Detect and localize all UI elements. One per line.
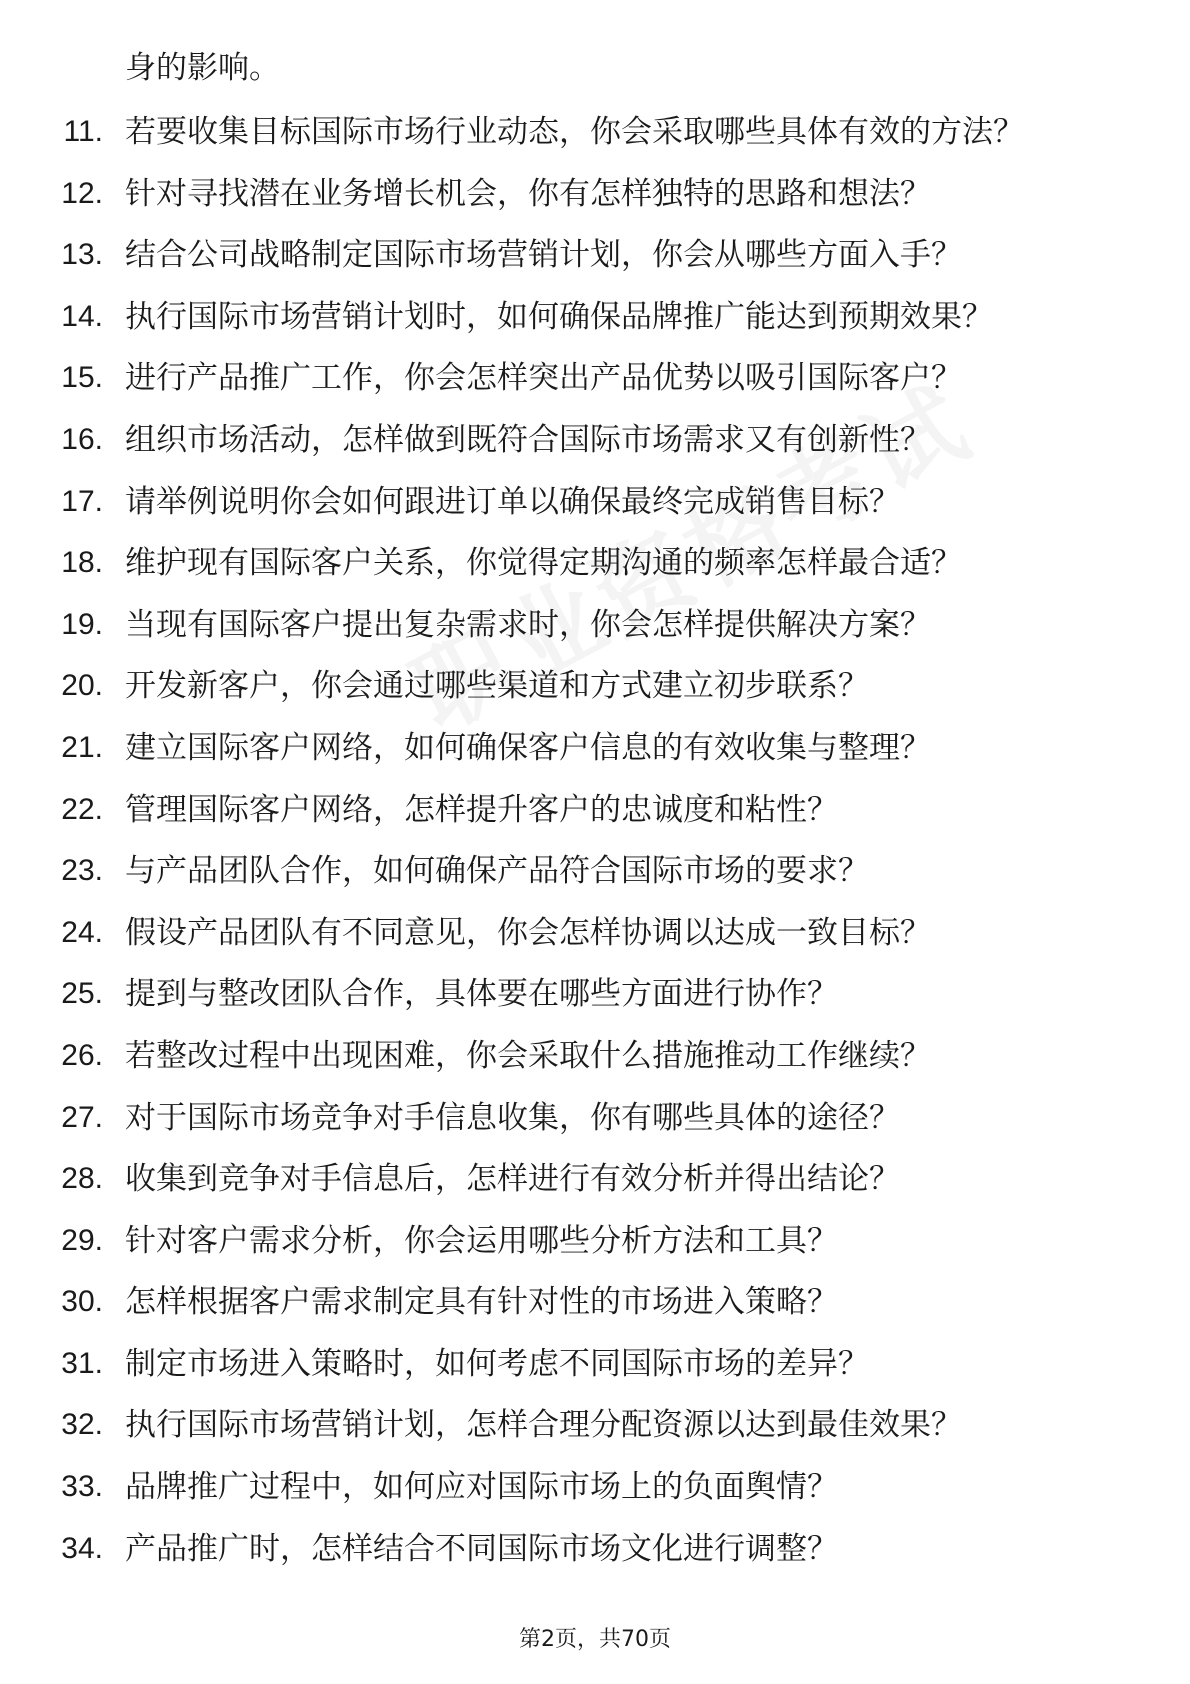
list-item [0,728,1190,768]
list-item [0,420,1190,460]
list-item [0,851,1190,891]
question-text: 提到与整改团队合作，具体要在哪些方面进行协作？ [125,976,838,1013]
list-item [0,1036,1190,1076]
question-number: 13. [61,238,103,272]
question-list [0,112,1190,1590]
question-number: 25. [61,977,103,1011]
question-text: 假设产品团队有不同意见，你会怎样协调以达成一致目标？ [125,914,931,951]
question-text: 品牌推广过程中，如何应对国际市场上的负面舆情？ [125,1469,838,1506]
question-number: 15. [61,361,103,395]
question-number: 27. [61,1100,103,1134]
question-number: 31. [61,1346,103,1380]
question-number: 18. [61,546,103,580]
question-number: 26. [61,1038,103,1072]
question-text: 收集到竞争对手信息后，怎样进行有效分析并得出结论？ [125,1161,900,1198]
list-item [0,358,1190,398]
question-number: 14. [61,299,103,333]
list-item [0,913,1190,953]
list-item [0,174,1190,214]
question-number: 23. [61,854,103,888]
list-item [0,1282,1190,1322]
question-number: 24. [61,915,103,949]
question-text: 组织市场活动，怎样做到既符合国际市场需求又有创新性？ [125,421,931,458]
question-text: 对于国际市场竞争对手信息收集，你有哪些具体的途径？ [125,1099,900,1136]
question-text: 若整改过程中出现困难，你会采取什么措施推动工作继续？ [125,1037,931,1074]
page-footer: 第2页，共70页 [519,1627,671,1652]
question-text: 针对寻找潜在业务增长机会，你有怎样独特的思路和想法？ [125,175,931,212]
question-number: 34. [61,1531,103,1565]
question-text: 进行产品推广工作，你会怎样突出产品优势以吸引国际客户？ [125,360,962,397]
list-item [0,1221,1190,1261]
question-number: 17. [61,484,103,518]
question-number: 29. [61,1223,103,1257]
list-item [0,543,1190,583]
list-item [0,112,1190,152]
list-item [0,1344,1190,1384]
question-text: 请举例说明你会如何跟进订单以确保最终完成销售目标？ [125,483,900,520]
question-number: 19. [61,607,103,641]
list-item [0,666,1190,706]
question-number: 20. [61,669,103,703]
question-number: 32. [61,1408,103,1442]
list-item [0,482,1190,522]
list-item [0,1098,1190,1138]
question-number: 16. [61,422,103,456]
question-number: 11. [63,115,103,148]
list-item [0,1529,1190,1569]
question-text: 当现有国际客户提出复杂需求时，你会怎样提供解决方案？ [125,606,931,643]
question-number: 30. [61,1285,103,1319]
list-item [0,1467,1190,1507]
list-item [0,605,1190,645]
list-item [0,297,1190,337]
question-text: 制定市场进入策略时，如何考虑不同国际市场的差异？ [125,1345,869,1382]
list-item [0,1405,1190,1445]
question-text: 开发新客户，你会通过哪些渠道和方式建立初步联系？ [125,668,869,705]
question-number: 22. [61,792,103,826]
question-number: 12. [61,176,103,210]
list-item [0,974,1190,1014]
question-number: 33. [61,1470,103,1504]
question-text: 怎样根据客户需求制定具有针对性的市场进入策略？ [125,1284,838,1321]
question-text: 与产品团队合作，如何确保产品符合国际市场的要求？ [125,853,869,890]
list-item [0,235,1190,275]
question-text: 管理国际客户网络，怎样提升客户的忠诚度和粘性？ [125,791,838,828]
question-text: 执行国际市场营销计划时，如何确保品牌推广能达到预期效果？ [125,298,993,335]
list-item [0,790,1190,830]
question-number: 28. [61,1162,103,1196]
question-text: 若要收集目标国际市场行业动态，你会采取哪些具体有效的方法？ [125,114,1024,150]
question-text: 产品推广时，怎样结合不同国际市场文化进行调整？ [125,1530,838,1567]
question-text: 针对客户需求分析，你会运用哪些分析方法和工具？ [125,1222,838,1259]
question-text: 维护现有国际客户关系，你觉得定期沟通的频率怎样最合适？ [125,545,962,582]
question-text: 执行国际市场营销计划，怎样合理分配资源以达到最佳效果？ [125,1407,962,1444]
question-number: 21. [61,730,103,764]
question-text: 建立国际客户网络，如何确保客户信息的有效收集与整理？ [125,729,931,766]
question-text: 结合公司战略制定国际市场营销计划，你会从哪些方面入手？ [125,237,962,274]
continuation-text: 身的影响。 [125,50,280,86]
list-item [0,1159,1190,1199]
